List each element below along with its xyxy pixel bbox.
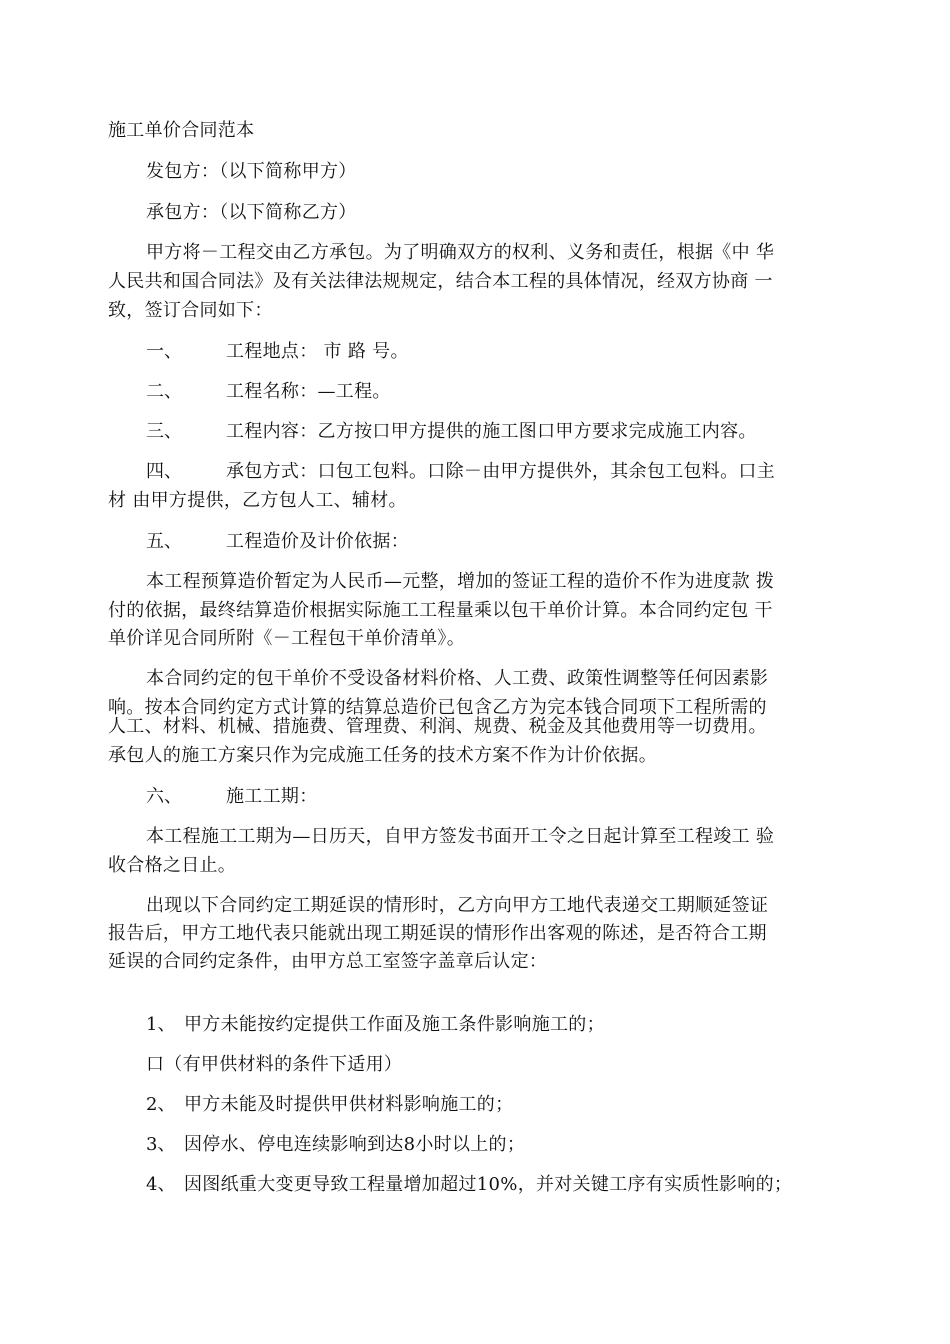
clause-3-number: 三、 bbox=[146, 421, 182, 442]
clause-4-continuation: 材 由甲方提供，乙方包人工、辅材。 bbox=[108, 490, 407, 511]
clause-6-number: 六、 bbox=[146, 786, 182, 807]
list-item-number: 4、 bbox=[146, 1174, 176, 1195]
para-6a-line-1: 本工程施工工期为—日历天，自甲方签发书面开工令之日起计算至工程竣工 验 bbox=[146, 826, 775, 847]
clause-5-text: 工程造价及计价依据： bbox=[226, 531, 409, 552]
para-6a-line-2: 收合格之日止。 bbox=[108, 855, 237, 876]
para-5a-line-1: 本工程预算造价暂定为人民币—元整，增加的签证工程的造价不作为进度款 拨 bbox=[146, 571, 775, 592]
para-5b-line-4: 承包人的施工方案只作为完成施工任务的技术方案不作为计价依据。 bbox=[108, 745, 657, 766]
intro-line-2: 人民共和国合同法》及有关法律法规规定，结合本工程的具体情况，经双方协商 一 bbox=[108, 271, 773, 292]
list-item-text: 因停水、停电连续影响到达8小时以上的； bbox=[184, 1134, 526, 1155]
clause-1-text: 工程地点： 市 路 号。 bbox=[226, 341, 409, 362]
clause-2-text: 工程名称：—工程。 bbox=[226, 381, 391, 402]
clause-4-text: 承包方式：口包工包料。口除－由甲方提供外，其余包工包料。口主 bbox=[226, 461, 775, 482]
clause-6-text: 施工工期： bbox=[226, 786, 318, 807]
list-item-number: 2、 bbox=[146, 1094, 176, 1115]
list-item-number: 1、 bbox=[146, 1014, 176, 1035]
list-item-number: 3、 bbox=[146, 1134, 176, 1155]
clause-3-text: 工程内容：乙方按口甲方提供的施工图口甲方要求完成施工内容。 bbox=[226, 421, 757, 442]
clause-1-number: 一、 bbox=[146, 341, 182, 362]
list-item-text: 甲方未能及时提供甲供材料影响施工的； bbox=[184, 1094, 514, 1115]
list-item-text: 甲方未能按约定提供工作面及施工条件影响施工的； bbox=[184, 1014, 605, 1035]
para-5b-line-2: 响。按本合同约定方式计算的结算总造价已包含乙方为完本钱合同项下工程所需的 bbox=[108, 697, 767, 718]
para-5b-line-3: 人工、材料、机械、措施费、管理费、利润、规费、税金及其他费用等一切费用。 bbox=[108, 716, 767, 737]
intro-line-1: 甲方将－工程交由乙方承包。为了明确双方的权利、义务和责任，根据《中 华 bbox=[146, 242, 775, 263]
clause-4-number: 四、 bbox=[146, 461, 182, 482]
document-title: 施工单价合同范本 bbox=[108, 120, 255, 141]
clause-5-number: 五、 bbox=[146, 531, 182, 552]
list-item-note: 口（有甲供材料的条件下适用） bbox=[146, 1054, 403, 1075]
para-5b-line-1: 本合同约定的包干单价不受设备材料价格、人工费、政策性调整等任何因素影 bbox=[146, 668, 769, 689]
party-a-line: 发包方：（以下简称甲方） bbox=[146, 161, 357, 182]
para-5a-line-2: 付的依据，最终结算造价根据实际施工工程量乘以包干单价计算。本合同约定包 干 bbox=[108, 600, 773, 621]
intro-line-3: 致，签订合同如下： bbox=[108, 300, 273, 321]
clause-2-number: 二、 bbox=[146, 381, 182, 402]
para-6b-line-1: 出现以下合同约定工期延误的情形时，乙方向甲方工地代表递交工期顺延签证 bbox=[146, 895, 769, 916]
party-b-line: 承包方：（以下简称乙方） bbox=[146, 202, 357, 223]
para-6b-line-2: 报告后，甲方工地代表只能就出现工期延误的情形作出客观的陈述，是否符合工期 bbox=[108, 923, 767, 944]
para-6b-line-3: 延误的合同约定条件，由甲方总工室签字盖章后认定： bbox=[108, 951, 548, 972]
para-5a-line-3: 单价详见合同所附《－工程包干单价清单》。 bbox=[108, 628, 465, 649]
list-item-text: 因图纸重大变更导致工程量增加超过10%，并对关键工序有实质性影响的； bbox=[184, 1174, 793, 1195]
